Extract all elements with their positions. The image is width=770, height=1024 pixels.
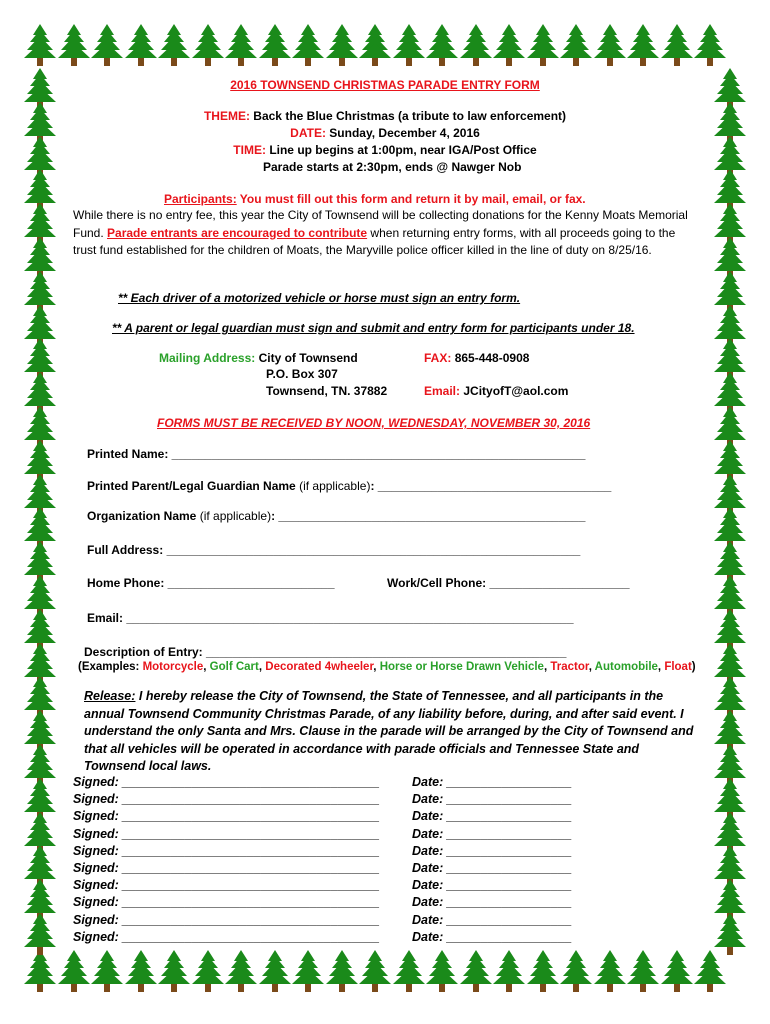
intro-text-2: when returning entry forms, with all proceeds going to the trust fund established for the children of Moats, the Maryville police officer killed in the line of duty on 8/25/16. [73,225,676,257]
org-line: : ______________________________________________ [271,509,586,523]
email-contact-label: Email: [424,384,461,398]
mailing-line-3: Townsend, TN. 37882 [266,384,388,398]
intro-paragraph [73,207,701,260]
theme-line [0,109,770,123]
participants-line [164,192,586,206]
example-item: Tractor [550,661,589,673]
example-item: Decorated 4wheeler [265,661,374,673]
signature-date-line[interactable]: Date: __________________ [412,895,572,910]
time-label: TIME: [233,143,266,157]
fax-label: FAX: [424,351,452,365]
example-separator: , [543,661,551,673]
email-contact-line [424,384,568,398]
org-paren: (if applicable) [196,509,272,523]
example-separator: , [373,661,380,673]
example-item: Automobile [594,661,658,673]
date-line [0,126,770,140]
fax-value: 865-448-0908 [454,351,530,365]
signature-date-line[interactable]: Date: __________________ [412,912,572,927]
signature-date-line[interactable]: Date: __________________ [412,843,572,858]
note-guardian: ** A parent or legal guardian must sign and submit and entry form for participants under 18. [112,321,635,335]
deadline-notice: FORMS MUST BE RECEIVED BY NOON, WEDNESDAY, NOVEMBER 30, 2016 [157,416,591,430]
signature-line[interactable]: Signed: _____________________________________ [73,775,380,789]
examples-line [78,661,696,673]
mailing-line-1: City of Townsend [258,351,358,365]
email-contact-value: JCityofT@aol.com [463,384,569,398]
home-phone-field[interactable]: Home Phone: _________________________ [87,576,335,590]
example-item: Golf Cart [209,661,259,673]
example-item: Motorcycle [142,661,204,673]
description-field[interactable]: Description of Entry: ______________________________________________________ [84,645,567,659]
date-value: Sunday, December 4, 2016 [329,126,480,140]
intro-text-1: While there is no entry fee, this year the City of Townsend will be collecting donations for the Kenny Moats Memorial Fund. [73,208,688,240]
signature-line[interactable]: Signed: _____________________________________ [73,809,380,824]
note-driver: ** Each driver of a motorized vehicle or horse must sign an entry form. [118,291,521,305]
guardian-label: Printed Parent/Legal Guardian Name [87,479,296,493]
signature-line[interactable]: Signed: _____________________________________ [73,895,380,910]
theme-value: Back the Blue Christmas (a tribute to law enforcement) [253,109,567,123]
signature-line[interactable]: Signed: _____________________________________ [73,929,380,944]
examples-open: (Examples: [78,661,143,673]
release-label: Release: [84,689,136,703]
example-separator: , [203,661,210,673]
fax-line [424,351,529,365]
example-item: Float [664,661,692,673]
work-phone-field[interactable]: Work/Cell Phone: _____________________ [387,576,630,590]
signature-line[interactable]: Signed: _____________________________________ [73,792,380,807]
full-address-field[interactable]: Full Address: ______________________________________________________________ [87,543,581,557]
form-title: 2016 TOWNSEND CHRISTMAS PARADE ENTRY FORM [230,78,540,92]
mailing-label: Mailing Address: [159,351,256,365]
email-field[interactable]: Email: ___________________________________________________________________ [87,611,574,625]
example-item: Horse or Horse Drawn Vehicle [379,661,544,673]
signature-date-line[interactable]: Date: __________________ [412,826,572,841]
release-text: I hereby release the City of Townsend, the State of Tennessee, and all participants in the annual Townsend Community Christmas Parade, of any liability before, during, and after said event. I understand the only Santa and Mrs. Clause in the parade will be arranged by the City of Townsend and that all vehicles will be operated in accordance with parade officials and Tennessee State and Townsend local laws. [84,689,694,773]
printed-name-field[interactable]: Printed Name: ______________________________________________________________ [87,447,586,461]
date-label: DATE: [290,126,326,140]
example-separator: , [657,661,665,673]
participants-label: Participants: [164,192,237,206]
intro-highlight: Parade entrants are encouraged to contribute [107,225,368,240]
time-line [0,143,770,157]
signature-date-line[interactable]: Date: __________________ [412,929,572,944]
signature-date-line[interactable]: Date: __________________ [412,792,572,807]
examples-close: ) [691,661,696,673]
participants-text: You must fill out this form and return it by mail, email, or fax. [236,192,586,206]
signature-line[interactable]: Signed: _____________________________________ [73,843,380,858]
signature-line[interactable]: Signed: _____________________________________ [73,861,380,875]
signature-date-line[interactable]: Date: __________________ [412,878,572,893]
organization-field[interactable] [87,509,585,523]
signature-date-line[interactable]: Date: __________________ [412,861,572,875]
signature-date-line[interactable]: Date: __________________ [412,809,572,824]
time-value-2: Parade starts at 2:30pm, ends @ Nawger Nob [263,160,522,174]
examples-items [143,661,692,673]
org-label: Organization Name [87,509,197,523]
mailing-line-2: P.O. Box 307 [266,367,338,381]
example-separator: , [258,661,266,673]
guardian-line: : ___________________________________ [370,479,612,493]
guardian-name-field[interactable] [87,479,611,493]
example-separator: , [588,661,595,673]
guardian-paren: (if applicable) [295,479,371,493]
time-value: Line up begins at 1:00pm, near IGA/Post Office [269,143,537,157]
signature-line[interactable]: Signed: _____________________________________ [73,912,380,927]
mailing-address [159,351,358,365]
signature-date-line[interactable]: Date: __________________ [412,775,572,789]
theme-label: THEME: [203,109,250,123]
signature-line[interactable]: Signed: _____________________________________ [73,826,380,841]
signature-line[interactable]: Signed: _____________________________________ [73,878,380,893]
release-paragraph [84,688,696,776]
